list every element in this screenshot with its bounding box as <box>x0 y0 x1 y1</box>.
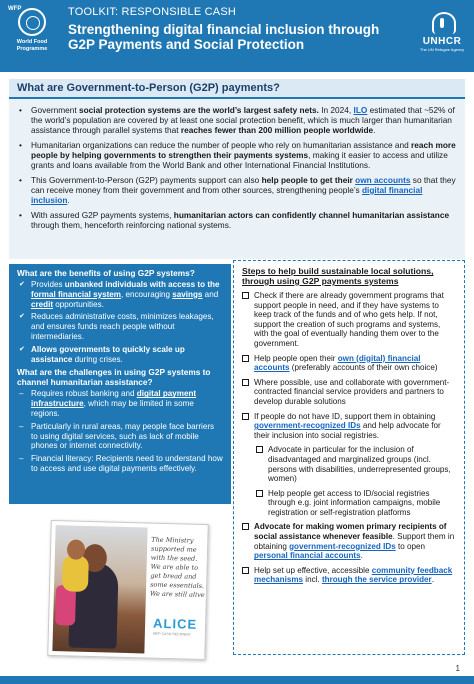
list-item <box>17 345 223 365</box>
child-figure <box>62 555 89 592</box>
bold-text: Advocate for making women primary recipients of social assistance whenever feasible <box>254 522 447 542</box>
recipient-subtitle: WFP CASH RECIPIENT <box>152 631 191 637</box>
g2p-intro-box <box>9 99 465 259</box>
bold-text: reaches fewer than 200 million people worldwide <box>180 125 374 135</box>
footer-bar <box>0 676 474 684</box>
step-item <box>242 412 456 441</box>
page-title: Strengthening digital financial inclusion through G2P Payments and Social Protection <box>68 22 380 52</box>
list-item <box>17 280 223 309</box>
digital-financial-inclusion-link[interactable]: digital financial inclusion <box>31 185 423 205</box>
bold-text: humanitarian actors can confidently channel humanitarian assistance <box>173 210 450 220</box>
photo-card <box>47 520 209 660</box>
text: Government <box>31 105 79 115</box>
text: during crises. <box>72 354 123 364</box>
text: through them, henceforth reinforcing national systems. <box>31 220 232 230</box>
text: (preferably accounts of their own choice) <box>289 363 438 373</box>
text: and <box>202 289 219 299</box>
wfp-logo <box>8 8 56 64</box>
ilo-link[interactable]: ILO <box>353 105 368 115</box>
steps-box <box>233 260 465 655</box>
digital-payment-infrastructure-link[interactable]: digital payment infrastructure <box>31 389 197 409</box>
text: to open <box>395 541 425 551</box>
text: Help people get access to ID/social registries through e.g. joint information campaigns, mobile registration or self-registration platforms <box>268 488 441 517</box>
list-item <box>15 140 457 170</box>
text: This Government-to-Person (G2P) payments support can also <box>31 175 262 185</box>
savings-link[interactable]: savings <box>172 289 203 299</box>
checkbox-icon[interactable] <box>242 292 249 299</box>
section-heading-g2p: What are Government-to-Person (G2P) payments? <box>9 79 465 99</box>
text: . Support them in obtaining <box>254 532 455 551</box>
benefits-challenges-box <box>9 264 231 504</box>
government-ids-link[interactable]: government-recognized IDs <box>254 421 361 431</box>
list-item <box>17 454 223 474</box>
bold-text: social protection systems are the world’s largest safety nets. <box>78 105 319 115</box>
text: Reduces administrative costs, minimizes leakages, and ensures funds reach people without intermediaries. <box>31 312 214 341</box>
recipient-name: ALICE <box>152 615 198 632</box>
text: so that they can receive money from their government and from other sources, strengthening people’s <box>31 175 456 195</box>
checkbox-icon[interactable] <box>256 490 263 497</box>
checkbox-icon[interactable] <box>242 567 249 574</box>
bold-text: unbanked individuals with access to the <box>64 280 220 289</box>
text: In 2024, <box>318 105 354 115</box>
text: , making it easier to access and utilize grants and loans available from the World Bank and other International Financial Institutions. <box>31 150 448 170</box>
text: Financial literacy: Recipients need to understand how to access and use digital payments effectively. <box>31 454 223 473</box>
unhcr-logo-name: UNHCR <box>422 36 462 47</box>
header-banner <box>0 0 474 72</box>
community-feedback-link[interactable]: community feedback mechanisms <box>254 565 453 585</box>
formal-financial-system-link[interactable]: formal financial system <box>31 289 121 299</box>
text: Help people open their <box>254 353 338 363</box>
step-sub-item <box>256 445 456 483</box>
bold-text: help people to get their <box>261 175 356 185</box>
checkbox-icon[interactable] <box>242 379 249 386</box>
steps-heading: Steps to help build sustainable local solutions, through using G2P payments systems <box>242 266 434 286</box>
text: Requires robust banking and <box>31 389 137 399</box>
list-item <box>17 389 223 418</box>
wfp-logo-name: World Food Programme <box>16 39 48 52</box>
government-recognized-ids-link[interactable]: government-recognized IDs <box>289 541 396 551</box>
text: . <box>373 125 376 135</box>
g2p-intro-list <box>15 105 457 230</box>
recipient-photo <box>52 525 147 653</box>
challenges-list <box>17 389 223 473</box>
text: incl. <box>303 575 322 585</box>
own-accounts-link[interactable]: own accounts <box>355 175 411 185</box>
text: , which may be limited in some regions. <box>31 399 194 418</box>
step-item <box>242 566 456 585</box>
text: Where possible, use and collaborate with government-contracted financial service providers and partners to develop durable solutions <box>254 377 450 406</box>
step-item <box>242 291 456 349</box>
personal-financial-accounts-link[interactable]: personal financial accounts <box>254 551 361 561</box>
bold-text: Allows governments to quickly scale up assistance <box>31 344 185 364</box>
unhcr-logo <box>418 10 466 52</box>
credit-link[interactable]: credit <box>31 299 54 309</box>
list-item <box>15 105 457 135</box>
list-item <box>17 312 223 341</box>
checkbox-icon[interactable] <box>256 446 263 453</box>
step-item <box>242 354 456 373</box>
step-sub-item <box>256 489 456 518</box>
step-item <box>242 522 456 560</box>
unhcr-emblem-icon <box>429 10 455 34</box>
checkbox-icon[interactable] <box>242 523 249 530</box>
checkbox-icon[interactable] <box>242 355 249 362</box>
service-provider-link[interactable]: through the service provider <box>321 575 432 585</box>
handwritten-quote: The Ministry supported me with the seed. We are able to get bread and some essentials. We are still alive <box>149 535 205 600</box>
page-number: 1 <box>455 664 460 673</box>
bold-text: reach more people by helping governments to strengthen their payments systems <box>31 140 456 160</box>
text: . <box>67 195 70 205</box>
photo-area <box>9 508 231 660</box>
text: Help set up effective, accessible <box>254 565 372 575</box>
text: . <box>431 575 434 585</box>
step-item <box>242 378 456 407</box>
text: Advocate in particular for the inclusion of disadvantaged and marginalized groups (incl. persons with disabilities, underrepresented groups, women) <box>268 445 451 484</box>
benefits-heading: What are the benefits of using G2P systems? <box>17 268 195 278</box>
list-item <box>15 175 457 205</box>
wfp-logo-abbr: WFP <box>8 6 22 12</box>
toolkit-label: TOOLKIT: RESPONSIBLE CASH <box>68 6 237 18</box>
text: and help advocate for their inclusion into social registries. <box>254 421 441 440</box>
text: With assured G2P payments systems, <box>31 210 174 220</box>
text: . <box>360 551 363 561</box>
text: opportunities. <box>53 299 104 309</box>
list-item <box>15 210 457 230</box>
text: Humanitarian organizations can reduce the number of people who rely on humanitarian assistance and <box>31 140 412 150</box>
unhcr-logo-sub: The UN Refugee Agency <box>419 47 465 52</box>
checkbox-icon[interactable] <box>242 413 249 420</box>
text: , encouraging <box>120 289 173 299</box>
text: estimated that ~52% of the world’s population are covered by at least one social protection benefit, which is much larger than humanitarian assistance through parallel systems that <box>31 105 455 135</box>
benefits-list <box>17 280 223 364</box>
list-item <box>17 422 223 451</box>
text: Particularly in rural areas, may people face barriers to using digital services, such as lack of mobile phones or internet connectivity. <box>31 421 215 451</box>
text: If people do not have ID, support them in obtaining <box>254 411 436 421</box>
challenges-heading: What are the challenges in using G2P systems to channel humanitarian assistance? <box>17 367 211 388</box>
text: Check if there are already government programs that support people in need, and if they have systems to keep track of the funds and of who gets help. If not, support the creation of such programs and systems, with the goal of eventually handing them over to the government. <box>254 291 444 348</box>
wfp-emblem-icon <box>18 8 46 36</box>
text: Provides <box>31 280 65 289</box>
own-digital-accounts-link[interactable]: own (digital) financial accounts <box>254 353 421 373</box>
